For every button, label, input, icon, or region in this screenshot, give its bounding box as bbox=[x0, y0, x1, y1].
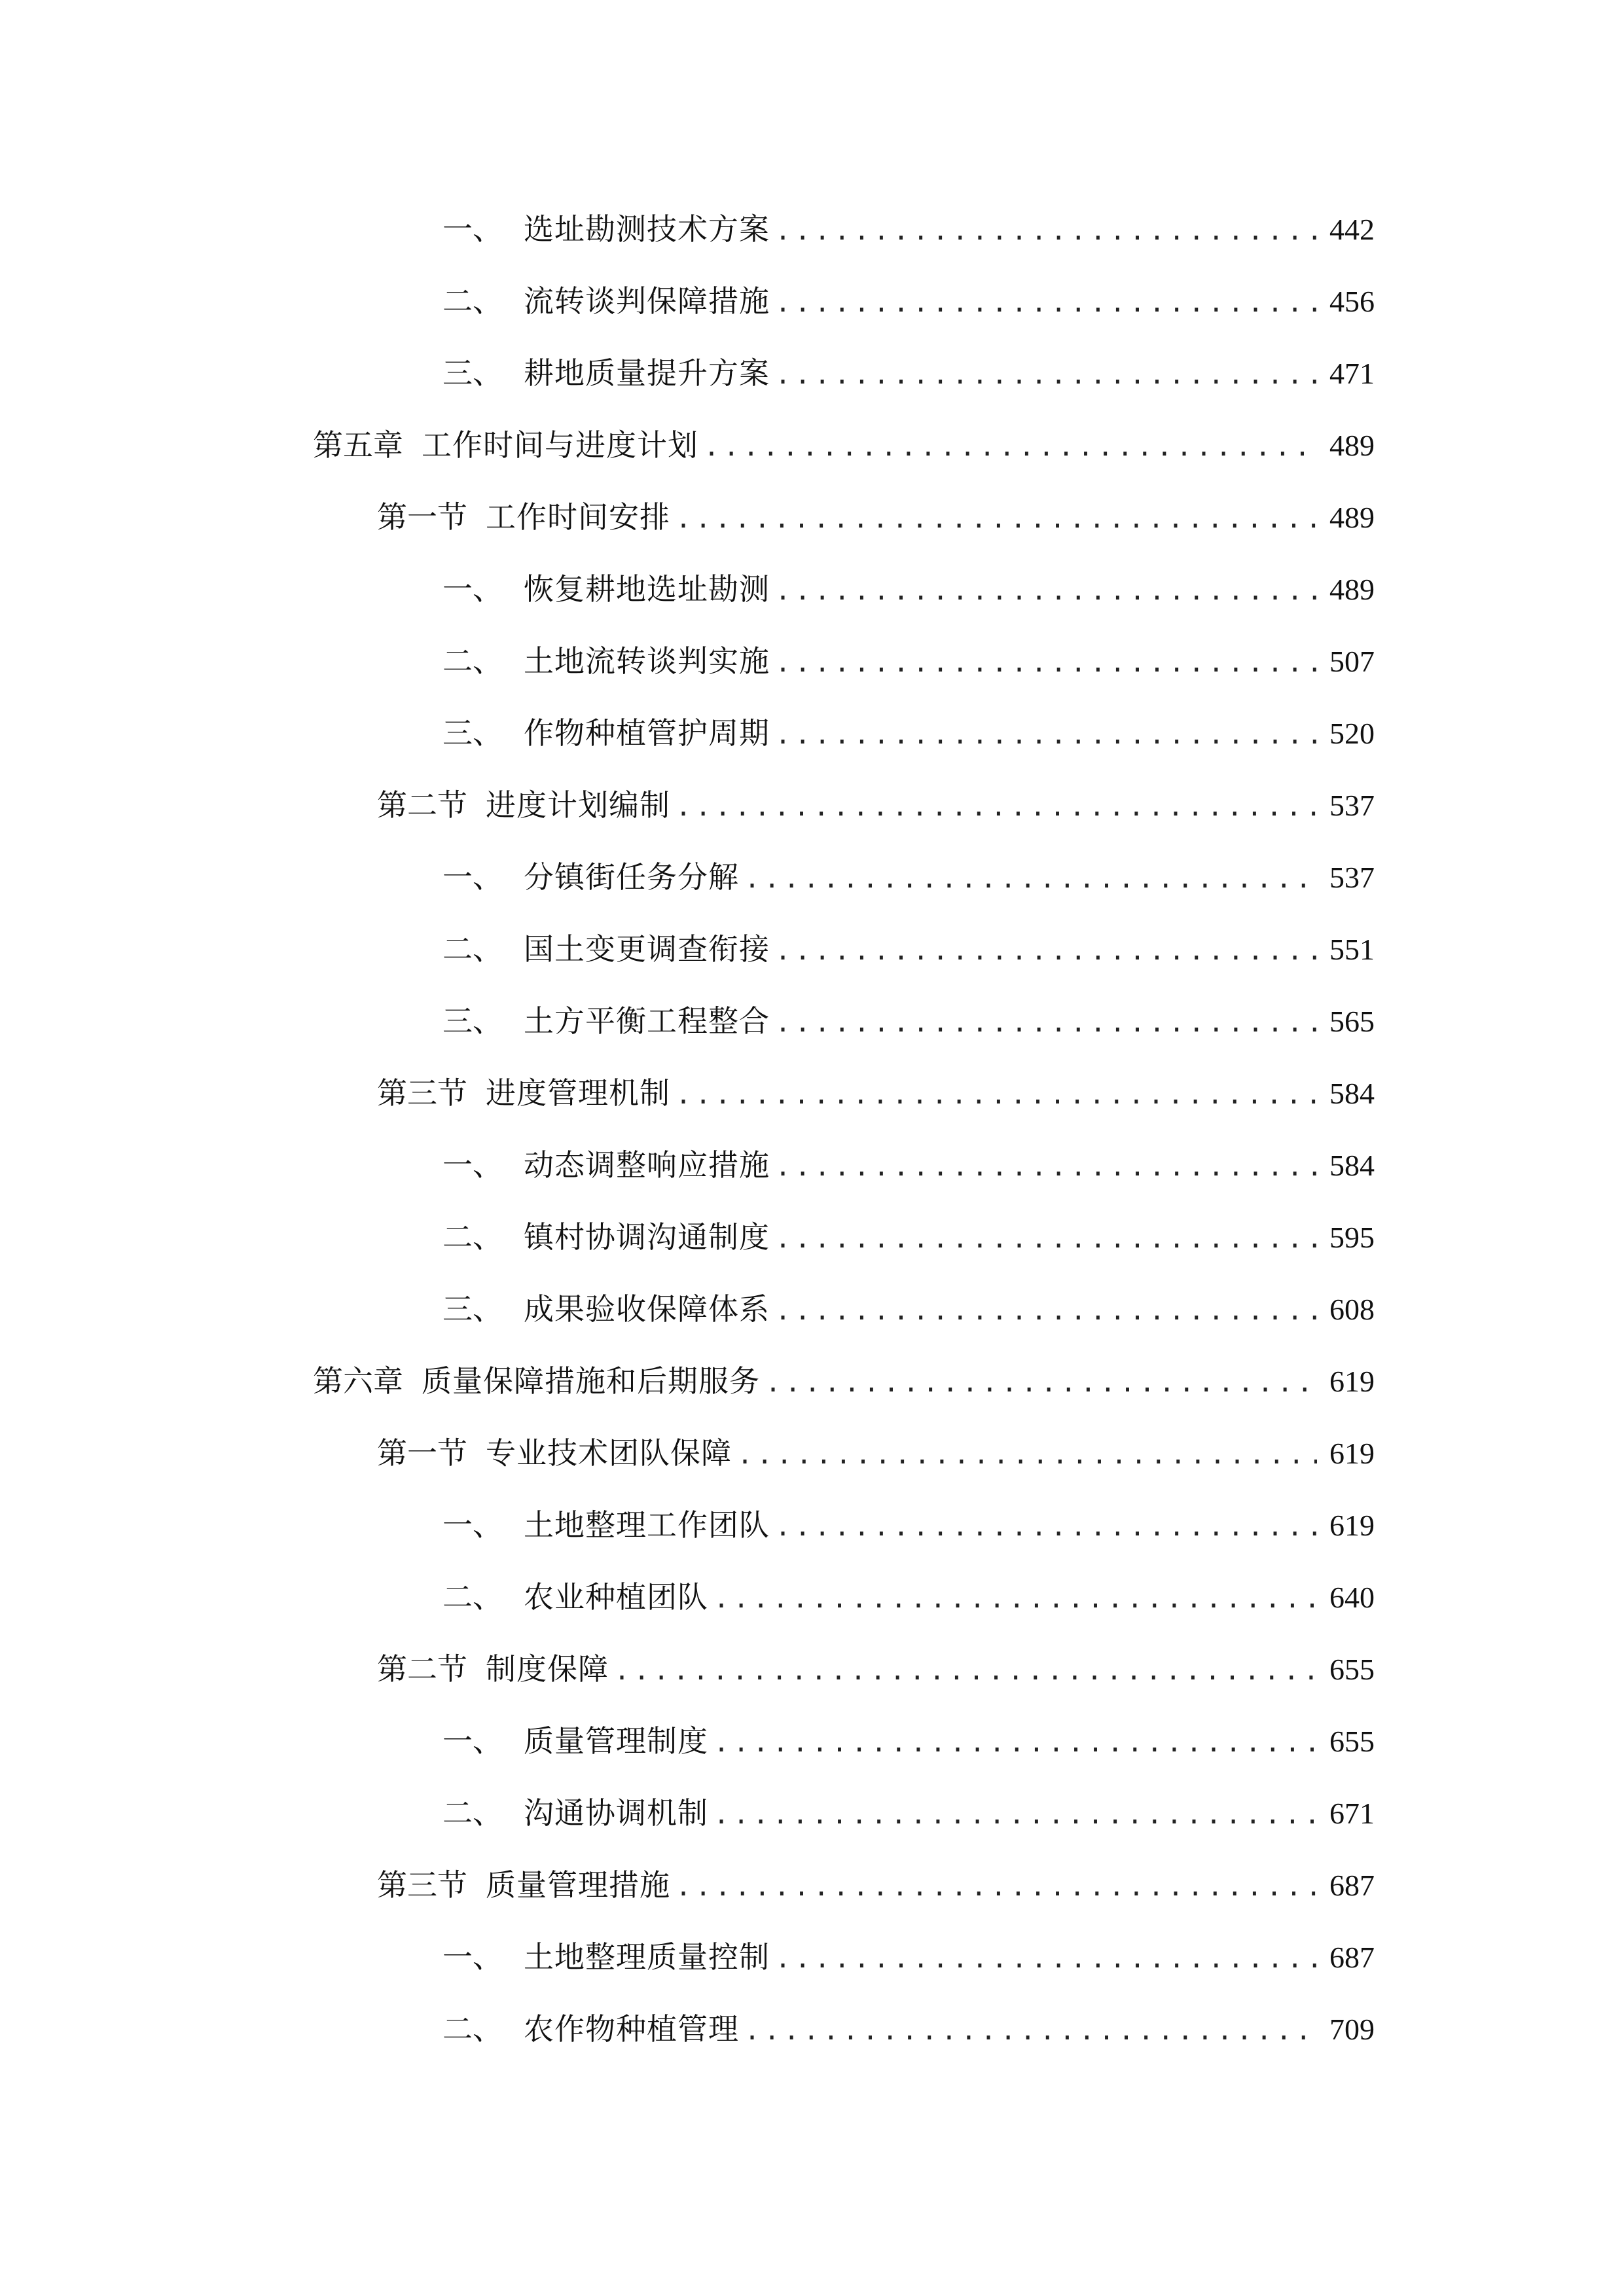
toc-entry-page-number: 655 bbox=[1329, 1725, 1375, 1758]
toc-entry-page-number: 709 bbox=[1329, 2013, 1375, 2046]
dot-leader bbox=[704, 421, 1317, 473]
toc-entry-page-number: 687 bbox=[1329, 1941, 1375, 1974]
dot-leader bbox=[775, 349, 1317, 401]
dot-leader bbox=[744, 2005, 1317, 2057]
toc-entry-number: 一、 bbox=[442, 1723, 503, 1759]
toc-entry-page-number: 551 bbox=[1329, 933, 1375, 966]
toc-entry-page-number: 584 bbox=[1329, 1149, 1375, 1182]
toc-entry-number: 二、 bbox=[442, 283, 503, 319]
toc-entry-number: 第三节 bbox=[377, 1075, 467, 1111]
toc-section-quality-measures[interactable] bbox=[377, 1859, 1375, 1911]
toc-entry-number: 第二节 bbox=[377, 1651, 467, 1687]
toc-entry-title: 沟通协调机制 bbox=[524, 1795, 708, 1831]
toc-entry-page-number: 608 bbox=[1329, 1293, 1375, 1326]
dot-leader bbox=[737, 1429, 1317, 1481]
dot-leader bbox=[713, 1717, 1317, 1769]
toc-section-work-schedule[interactable] bbox=[377, 491, 1375, 543]
toc-entry-title: 土方平衡工程整合 bbox=[524, 1003, 770, 1039]
toc-section-progress-plan[interactable] bbox=[377, 779, 1375, 831]
toc-entry-land-team[interactable] bbox=[442, 1499, 1375, 1551]
toc-entry-page-number: 489 bbox=[1329, 573, 1375, 606]
toc-entry-page-number: 537 bbox=[1329, 861, 1375, 894]
dot-leader bbox=[775, 637, 1317, 689]
toc-entry-site-survey[interactable] bbox=[442, 563, 1375, 615]
toc-chapter-6[interactable] bbox=[313, 1355, 1375, 1407]
toc-entry-page-number: 687 bbox=[1329, 1869, 1375, 1902]
toc-entry-page-number: 619 bbox=[1329, 1365, 1375, 1398]
toc-entry-page-number: 619 bbox=[1329, 1437, 1375, 1470]
toc-entry-transfer-negotiation[interactable] bbox=[442, 635, 1375, 687]
toc-entry-title: 镇村协调沟通制度 bbox=[524, 1219, 770, 1255]
toc-entry-number: 三、 bbox=[442, 715, 503, 751]
dot-leader bbox=[775, 1501, 1317, 1553]
toc-entry-site-survey-plan[interactable] bbox=[442, 203, 1375, 255]
toc-entry-farmland-quality-plan[interactable] bbox=[442, 347, 1375, 399]
dot-leader bbox=[775, 709, 1317, 761]
toc-section-institutional-guarantee[interactable] bbox=[377, 1643, 1375, 1695]
toc-entry-page-number: 655 bbox=[1329, 1653, 1375, 1686]
toc-entry-number: 二、 bbox=[442, 1795, 503, 1831]
dot-leader bbox=[713, 1573, 1317, 1625]
toc-entry-title: 工作时间与进度计划 bbox=[422, 427, 698, 463]
toc-entry-title: 分镇街任务分解 bbox=[524, 859, 739, 895]
toc-entry-transfer-negotiation-measures[interactable] bbox=[442, 275, 1375, 327]
toc-entry-earthwork-balance[interactable] bbox=[442, 995, 1375, 1047]
toc-entry-town-village-coordination[interactable] bbox=[442, 1211, 1375, 1263]
toc-entry-page-number: 537 bbox=[1329, 789, 1375, 822]
dot-leader bbox=[713, 1789, 1317, 1841]
toc-entry-number: 二、 bbox=[442, 643, 503, 679]
toc-entry-title: 农作物种植管理 bbox=[524, 2011, 739, 2047]
dot-leader bbox=[775, 1213, 1317, 1265]
dot-leader bbox=[775, 1933, 1317, 1985]
toc-entry-quality-management-system[interactable] bbox=[442, 1715, 1375, 1767]
dot-leader bbox=[676, 1861, 1317, 1913]
dot-leader bbox=[775, 925, 1317, 977]
toc-entry-number: 三、 bbox=[442, 1003, 503, 1039]
toc-entry-title: 农业种植团队 bbox=[524, 1579, 708, 1615]
toc-entry-communication-mechanism[interactable] bbox=[442, 1787, 1375, 1839]
toc-entry-title: 工作时间安排 bbox=[486, 499, 670, 535]
toc-entry-title: 成果验收保障体系 bbox=[524, 1291, 770, 1327]
dot-leader bbox=[775, 1285, 1317, 1337]
toc-entry-number: 一、 bbox=[442, 1147, 503, 1183]
toc-entry-title: 专业技术团队保障 bbox=[486, 1435, 732, 1471]
toc-entry-title: 进度管理机制 bbox=[486, 1075, 670, 1111]
toc-entry-title: 耕地质量提升方案 bbox=[524, 355, 770, 391]
toc-entry-number: 一、 bbox=[442, 211, 503, 247]
toc-entry-title: 制度保障 bbox=[486, 1651, 609, 1687]
toc-entry-title: 进度计划编制 bbox=[486, 787, 670, 823]
toc-entry-page-number: 584 bbox=[1329, 1077, 1375, 1110]
toc-entry-title: 土地整理工作团队 bbox=[524, 1507, 770, 1543]
toc-entry-title: 质量管理制度 bbox=[524, 1723, 708, 1759]
toc-entry-number: 第二节 bbox=[377, 787, 467, 823]
toc-entry-page-number: 619 bbox=[1329, 1509, 1375, 1542]
toc-entry-number: 二、 bbox=[442, 931, 503, 967]
toc-entry-page-number: 520 bbox=[1329, 717, 1375, 750]
toc-entry-number: 三、 bbox=[442, 1291, 503, 1327]
toc-entry-title: 土地整理质量控制 bbox=[524, 1939, 770, 1975]
toc-chapter-5[interactable] bbox=[313, 419, 1375, 471]
toc-entry-crop-management[interactable] bbox=[442, 2003, 1375, 2055]
toc-entry-page-number: 489 bbox=[1329, 501, 1375, 534]
toc-entry-title: 恢复耕地选址勘测 bbox=[524, 571, 770, 607]
toc-entry-number: 三、 bbox=[442, 355, 503, 391]
toc-entry-title: 动态调整响应措施 bbox=[524, 1147, 770, 1183]
dot-leader bbox=[775, 1141, 1317, 1193]
dot-leader bbox=[775, 565, 1317, 617]
toc-entry-number: 二、 bbox=[442, 2011, 503, 2047]
toc-entry-land-survey-link[interactable] bbox=[442, 923, 1375, 975]
dot-leader bbox=[676, 781, 1317, 833]
dot-leader bbox=[775, 205, 1317, 257]
toc-entry-number: 第三节 bbox=[377, 1867, 467, 1903]
toc-entry-acceptance-system[interactable] bbox=[442, 1283, 1375, 1335]
toc-entry-page-number: 640 bbox=[1329, 1581, 1375, 1614]
dot-leader bbox=[614, 1645, 1317, 1697]
toc-entry-dynamic-adjustment[interactable] bbox=[442, 1139, 1375, 1191]
toc-entry-title: 选址勘测技术方案 bbox=[524, 211, 770, 247]
toc-entry-land-quality-control[interactable] bbox=[442, 1931, 1375, 1983]
toc-entry-title: 流转谈判保障措施 bbox=[524, 283, 770, 319]
dot-leader bbox=[775, 997, 1317, 1049]
toc-entry-task-breakdown[interactable] bbox=[442, 851, 1375, 903]
dot-leader bbox=[765, 1357, 1317, 1409]
dot-leader bbox=[676, 1069, 1317, 1121]
toc-entry-number: 第六章 bbox=[313, 1363, 403, 1399]
toc-entry-number: 第五章 bbox=[313, 427, 403, 463]
toc-entry-farming-team[interactable] bbox=[442, 1571, 1375, 1623]
toc-entry-page-number: 442 bbox=[1329, 213, 1375, 246]
toc-entry-number: 一、 bbox=[442, 571, 503, 607]
toc-entry-page-number: 507 bbox=[1329, 645, 1375, 678]
toc-entry-number: 第一节 bbox=[377, 1435, 467, 1471]
toc-entry-title: 作物种植管护周期 bbox=[524, 715, 770, 751]
toc-entry-title: 土地流转谈判实施 bbox=[524, 643, 770, 679]
toc-entry-page-number: 595 bbox=[1329, 1221, 1375, 1254]
toc-entry-title: 质量管理措施 bbox=[486, 1867, 670, 1903]
toc-entry-number: 二、 bbox=[442, 1219, 503, 1255]
toc-entry-number: 一、 bbox=[442, 1939, 503, 1975]
dot-leader bbox=[676, 493, 1317, 545]
toc-entry-title: 质量保障措施和后期服务 bbox=[422, 1363, 760, 1399]
toc-entry-page-number: 489 bbox=[1329, 429, 1375, 462]
toc-entry-number: 二、 bbox=[442, 1579, 503, 1615]
toc-section-progress-management[interactable] bbox=[377, 1067, 1375, 1119]
toc-entry-page-number: 471 bbox=[1329, 357, 1375, 390]
toc-entry-number: 一、 bbox=[442, 1507, 503, 1543]
toc-entry-page-number: 565 bbox=[1329, 1005, 1375, 1038]
toc-entry-crop-cycle[interactable] bbox=[442, 707, 1375, 759]
toc-entry-number: 第一节 bbox=[377, 499, 467, 535]
dot-leader bbox=[775, 277, 1317, 329]
dot-leader bbox=[744, 853, 1317, 905]
toc-entry-page-number: 671 bbox=[1329, 1797, 1375, 1830]
toc-entry-title: 国土变更调查衔接 bbox=[524, 931, 770, 967]
toc-section-technical-team[interactable] bbox=[377, 1427, 1375, 1479]
toc-entry-number: 一、 bbox=[442, 859, 503, 895]
toc-entry-page-number: 456 bbox=[1329, 285, 1375, 318]
